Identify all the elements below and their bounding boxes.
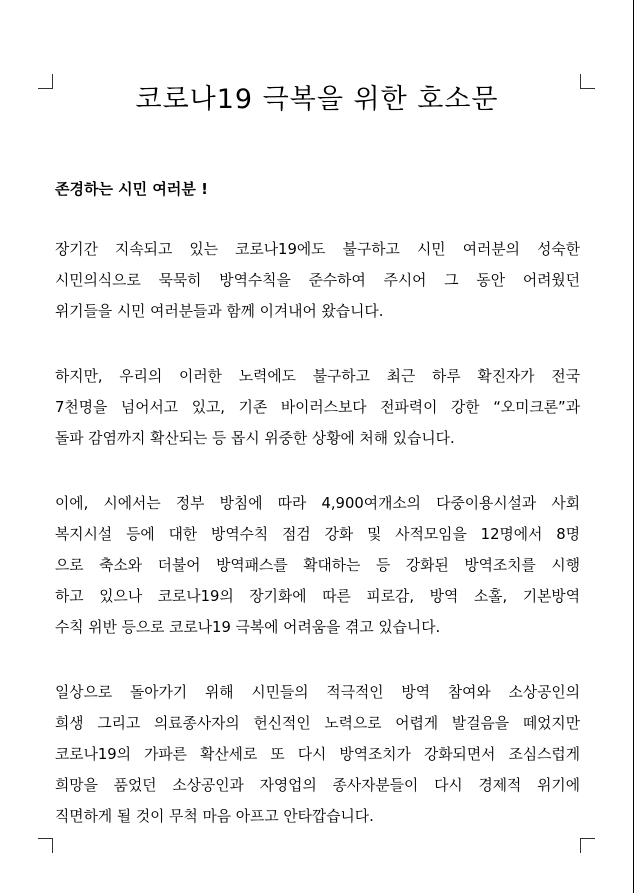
document-title: 코로나19 극복을 위한 호소문 xyxy=(135,84,499,115)
text-line: 복지시설 등에 대한 방역수칙 점검 강화 및 사적모임을 12명에서 8명 xyxy=(55,526,580,543)
text-line: 으로 축소와 더불어 방역패스를 확대하는 등 강화된 방역조치를 시행 xyxy=(55,557,580,574)
text-line: 코로나19의 가파른 확산세로 또 다시 방역조치가 강화되면서 조심스럽게 xyxy=(55,746,580,763)
salutation: 존경하는 시민 여러분 ! xyxy=(55,180,208,198)
text-line: 이에, 시에서는 정부 방침에 따라 4,900여개소의 다중이용시설과 사회 xyxy=(55,495,580,512)
text-line: 7천명을 넘어서고 있고, 기존 바이러스보다 전파력이 강한 “오미크론”과 xyxy=(55,399,580,416)
crop-mark-bottom-left xyxy=(38,838,53,853)
paragraph xyxy=(55,677,580,832)
text-line: 하지만, 우리의 이러한 노력에도 불구하고 최근 하루 확진자가 전국 xyxy=(55,368,580,385)
text-line: 시민의식으로 묵묵히 방역수칙을 준수하여 주시어 그 동안 어려웠던 xyxy=(55,272,580,289)
text-line: 하고 있으나 코로나19의 장기화에 따른 피로감, 방역 소홀, 기본방역 xyxy=(55,588,580,605)
text-line: 직면하게 될 것이 무척 마음 아프고 안타깝습니다. xyxy=(55,808,374,825)
text-line: 희생 그리고 의료종사자의 헌신적인 노력으로 어렵게 발걸음을 떼었지만 xyxy=(55,715,580,732)
paragraph xyxy=(55,361,580,454)
text-line: 위기들을 시민 여러분들과 함께 이겨내어 왔습니다. xyxy=(55,303,384,320)
paragraph xyxy=(55,234,580,327)
text-line: 돌파 감염까지 확산되는 등 몹시 위중한 상황에 처해 있습니다. xyxy=(55,430,455,447)
text-line: 수칙 위반 등으로 코로나19 극복에 어려움을 겪고 있습니다. xyxy=(55,619,441,636)
text-line: 일상으로 돌아가기 위해 시민들의 적극적인 방역 참여와 소상공인의 xyxy=(55,684,580,701)
document-body xyxy=(55,234,580,866)
crop-mark-bottom-right xyxy=(580,838,595,853)
text-line: 장기간 지속되고 있는 코로나19에도 불구하고 시민 여러분의 성숙한 xyxy=(55,241,580,258)
text-line: 희망을 품었던 소상공인과 자영업의 종사자분들이 다시 경제적 위기에 xyxy=(55,777,580,794)
paragraph xyxy=(55,488,580,643)
